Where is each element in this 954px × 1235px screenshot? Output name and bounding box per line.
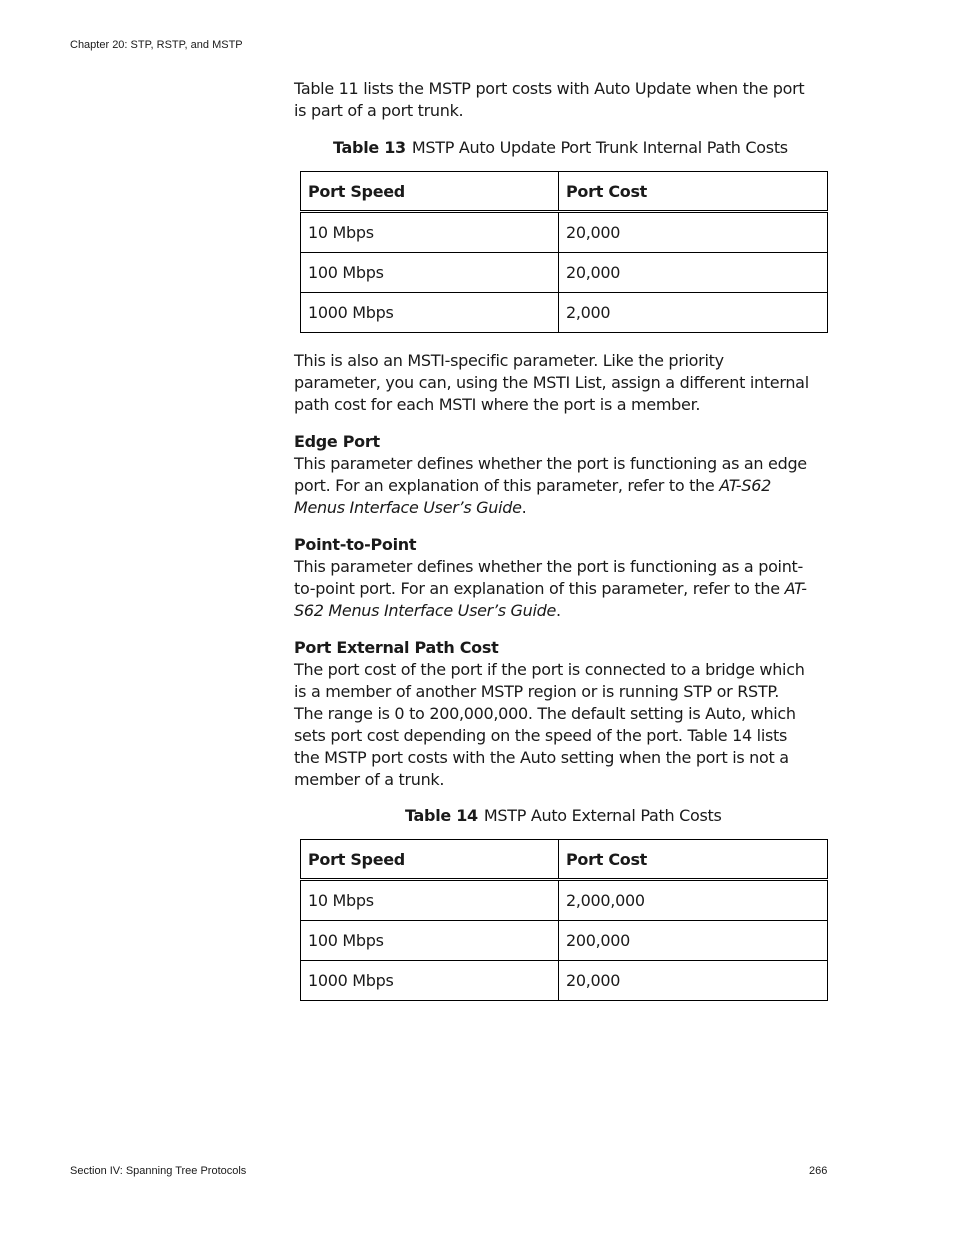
table13-header-row: [301, 172, 828, 212]
table-row: [301, 961, 828, 1001]
table13-cell-speed: 10 Mbps: [301, 212, 559, 253]
table14-cell-speed: 100 Mbps: [301, 921, 559, 961]
edge-port-paragraph: [294, 453, 809, 519]
table13-cell-speed: 100 Mbps: [301, 253, 559, 293]
table13-title: MSTP Auto Update Port Trunk Internal Path Costs: [411, 138, 788, 157]
table14-cell-cost: 2,000,000: [559, 880, 828, 921]
running-footer-section: Section IV: Spanning Tree Protocols: [70, 1165, 247, 1177]
table13-cell-cost: 2,000: [559, 293, 828, 333]
table14-col-port-cost: Port Cost: [559, 840, 828, 880]
table14-col-port-speed: Port Speed: [301, 840, 559, 880]
edge-port-guide-title: AT-S62 Menus Interface User’s Guide: [294, 476, 772, 517]
point-to-point-heading: Point-to-Point: [294, 535, 417, 554]
external-path-cost-paragraph: The port cost of the port if the port is connected to a bridge which is a member of another MSTP region or is running STP or RSTP. The range is 0 to 200,000,000. The default setting is Auto, which sets port cost depending on the speed of the port. Table 14 lists the MSTP port costs with the Auto setting when the port is not a member of a trunk.: [294, 660, 805, 789]
intro-paragraph: Table 11 lists the MSTP port costs with Auto Update when the port is part of a port trunk.: [294, 79, 805, 120]
edge-port-text-end: .: [521, 498, 527, 517]
table14-header-row: [301, 840, 828, 880]
running-header: Chapter 20: STP, RSTP, and MSTP: [70, 39, 243, 51]
edge-port-text: This parameter defines whether the port is functioning as an edge port. For an explanation of this parameter, refer to the: [294, 454, 807, 495]
table13-caption: [333, 138, 788, 157]
point-to-point-paragraph: [294, 556, 809, 622]
table-row: [301, 253, 828, 293]
point-to-point-text: This parameter defines whether the port is functioning as a point-to-point port. For an explanation of this parameter, refer to the: [294, 557, 803, 598]
table14-cell-cost: 200,000: [559, 921, 828, 961]
table-row: [301, 880, 828, 921]
table14-title: MSTP Auto External Path Costs: [483, 806, 722, 825]
table13-label: Table 13: [333, 138, 406, 157]
table14-cell-speed: 1000 Mbps: [301, 961, 559, 1001]
table14-label: Table 14: [405, 806, 478, 825]
table13-col-port-speed: Port Speed: [301, 172, 559, 212]
table13: [300, 171, 828, 333]
table14: [300, 839, 828, 1001]
edge-port-heading: Edge Port: [294, 432, 380, 451]
table14-cell-cost: 20,000: [559, 961, 828, 1001]
point-to-point-text-end: .: [556, 601, 561, 620]
external-path-cost-heading: Port External Path Cost: [294, 638, 499, 657]
table14-caption: [405, 806, 722, 825]
table13-col-port-cost: Port Cost: [559, 172, 828, 212]
page-number: 266: [809, 1165, 828, 1177]
table14-cell-speed: 10 Mbps: [301, 880, 559, 921]
table13-cell-speed: 1000 Mbps: [301, 293, 559, 333]
msti-paragraph: This is also an MSTI-specific parameter. Like the priority parameter, you can, using the MSTI List, assign a different internal path cost for each MSTI where the port is a member.: [294, 351, 809, 414]
table-row: [301, 293, 828, 333]
table13-cell-cost: 20,000: [559, 212, 828, 253]
table-row: [301, 212, 828, 253]
table-row: [301, 921, 828, 961]
table13-cell-cost: 20,000: [559, 253, 828, 293]
point-to-point-guide-title: AT-S62 Menus Interface User’s Guide: [294, 579, 807, 620]
